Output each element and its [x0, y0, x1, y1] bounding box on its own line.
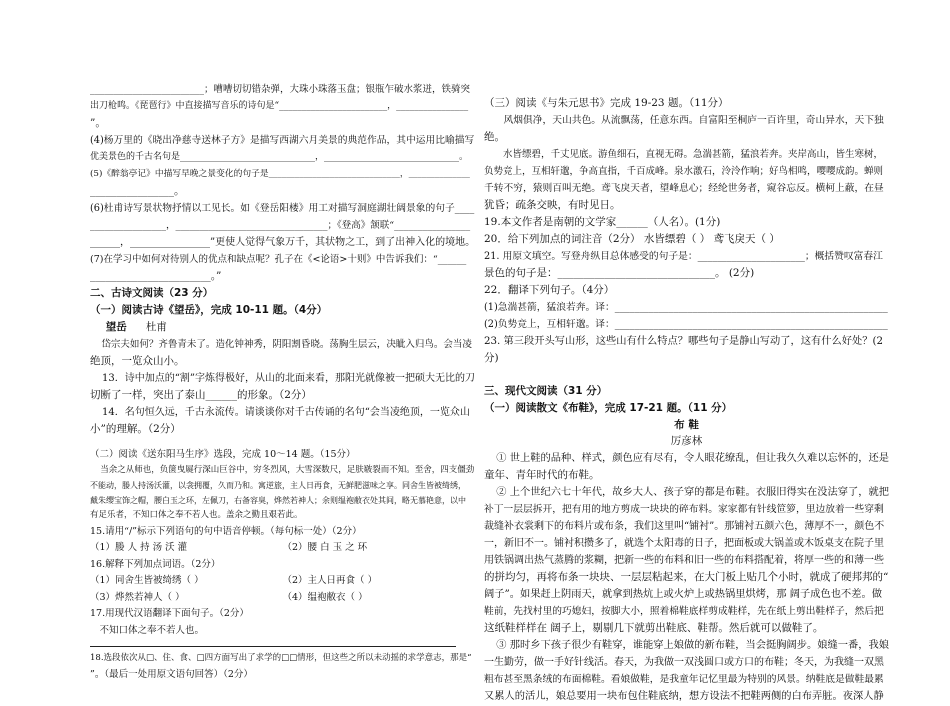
- option: （4）缊袍敝衣（ ）: [282, 591, 368, 603]
- answer-line: [90, 640, 456, 647]
- essay-author: 厉彦林: [670, 434, 703, 447]
- text-line: ________________，________________________________；《登高》颔联“________________: [90, 220, 471, 231]
- poem-line: 绝顶，一览众山小。: [90, 355, 185, 367]
- question-16-options: [90, 590, 475, 605]
- question-16: 16.解释下列加点词语。（2分）: [90, 558, 221, 570]
- essay-line: 的拼均匀，再将布条一块块、一层层粘起来，在大门板上贴几个小时，就成了硬邦邦的“: [484, 570, 889, 583]
- essay-line: 这纸鞋样样在 阔子上，剔剔几下就剪出鞋底、鞋帮。然后就可以做鞋了。: [484, 621, 824, 634]
- question-22: 22．翻译下列句子。（4分）: [484, 284, 615, 296]
- subsection-heading: （三）阅读《与朱元思书》完成 19-23 题。（11分）: [484, 97, 729, 109]
- text-line: 优美景色的千古名句是______________________________，______________________________。: [90, 152, 469, 162]
- section-heading: 二、古诗文阅读（23 分）: [90, 287, 214, 299]
- essay-title: 布 鞋: [674, 419, 699, 431]
- text-line: (4)杨万里的《晓出净慈寺送林子方》是描写西湖六月美景的典范作品，其中运用比喻描写: [90, 135, 475, 146]
- question-18: 18.选段依次从□、住、食、□四方面写出了求学的□□情形，但这些之所以未动摇的求学意志，那是“: [90, 652, 472, 663]
- question-23-cont: 分): [484, 352, 499, 364]
- question-21-cont: 景色的句子是：______________________________。 (2分): [484, 267, 755, 279]
- essay-line: ② 上个世纪六七十年代，故乡大人、孩子穿的都是布鞋。衣服旧得实在没法穿了，就把: [496, 485, 889, 498]
- option: （2）主人日再食（ ）: [282, 575, 378, 586]
- text-line: (5)《醉翁亭记》中描写早晚之景变化的句子是______________________________，______________: [90, 169, 470, 179]
- essay-line: 阔子”。如果赶上阴雨天，就拿到热炕上或火炉上或热锅里烘烤，那 阔子成色也不差。做: [484, 587, 883, 600]
- question-18-cont: ”。（最后一处用原文语句回答）（2分）: [90, 669, 253, 680]
- question-14: 14．名句恒久远，千古永流传。请谈谈你对千古传诵的名句“会当凌绝顶，一览众山: [102, 407, 470, 418]
- question-16-options: [90, 573, 475, 588]
- essay-line: 又累人的活儿，娘总要用一块布包住鞋底纳，想方设法不把鞋两侧的白布弄脏。夜深人静: [484, 689, 884, 702]
- text-line: 绝。: [484, 131, 505, 143]
- subsection-heading: （一）阅读散文《布鞋》，完成 17-21 题。（11 分）: [484, 402, 733, 414]
- option: （2）腰 白 玉 之 环: [282, 542, 368, 553]
- section-heading: 三、现代文阅读（31 分）: [484, 385, 608, 397]
- text-line: ________________。: [90, 185, 185, 197]
- question-14-cont: 小”的理解。（2分）: [90, 423, 181, 435]
- classical-text-line: 不能动，媵人持汤沃灌，以衾拥覆，久而乃和。寓逆旅，主人日再食，无鲜肥滋味之享。同舍生皆被绮绣，: [90, 480, 466, 490]
- poem-header: [90, 320, 475, 336]
- poem-title: 望岳: [105, 321, 127, 333]
- question-15-options: [90, 540, 475, 555]
- essay-line: 童年、青年时代的布鞋。: [484, 468, 600, 481]
- essay-line: ③ 那时乡下孩子很少有鞋穿，谁能穿上娘做的新布鞋，当会挺胸阔步。娘缝一番，我娘: [496, 638, 889, 651]
- text-line: (7)在学习中如何对待别人的优点和缺点呢？孔子在《<论语>十则》中告诉我们：“______: [90, 254, 467, 265]
- question-22-item: (1)急湍甚箭，猛浪若奔。译：________________________________________________________: [484, 302, 888, 313]
- classical-text-line: 戴朱缨宝饰之帽，腰白玉之环，左佩刀，右备容臭，烨然若神人；余则缊袍敝衣处其间，略无慕艳意，以中: [90, 495, 466, 505]
- option: （1）媵 人 持 汤 沃 灌: [90, 542, 188, 553]
- question-17-sentence: 不知口体之奉不若人也。: [99, 624, 205, 636]
- essay-line: 鞋前，先找村里的巧媳妇，按脚大小，照着棉鞋底样剪成鞋样，先在纸上剪出鞋样子，然后把: [484, 605, 884, 617]
- subsection-heading: （一）阅读古诗《望岳》，完成 10-11 题。（4分）: [90, 304, 328, 316]
- text-line: 水皆缥碧，千丈见底。游鱼细石，直视无碍。急湍甚箭，猛浪若奔。夹岸高山，皆生寒树，: [503, 149, 884, 160]
- text-line: ”。: [90, 117, 106, 129]
- classical-text-line: 当余之从师也，负箧曳屣行深山巨谷中，穷冬烈风，大雪深数尺，足肤皲裂而不知。至舍，四支僵劲: [100, 464, 475, 475]
- essay-line: 一生勤劳，做一手好针线活。春天，为我做一双浅圆口或方口的布鞋；冬天，为我缝一双黑: [484, 656, 884, 668]
- essay-line: 粗布甚至黑条绒的布面棉鞋。看娘做鞋，是我童年记忆里最为特别的风景。纳鞋底是做鞋最累: [484, 673, 884, 685]
- question-22-item: (2)负势竞上，互相轩邈。译：________________________________________________________: [484, 319, 888, 330]
- essay-line: 裁缝补衣裳剩下的布料片或布条，我们这里叫“铺衬”。那铺衬五颜六色，薄厚不一，颜色不: [484, 520, 885, 532]
- text-line: ______，________________”更使人觉得气象万千，其状物之工，到了出神入化的境地。: [90, 237, 475, 248]
- subsection-heading: （二）阅读《送东阳马生序》选段，完成 10～14 题。（15分）: [90, 449, 356, 460]
- question-20: 20．给下列加点的词注音（2分） 水皆缥碧（ ） 鸢飞戾天（ ）: [484, 233, 780, 245]
- essay-line: 补丁一层层拆开，把有用的地方剪成一块块的碎布料。家家都有针线笸箩，里边放着一些穿剩: [484, 503, 884, 515]
- text-line: 千转不穷，猿则百叫无绝。鸢飞戾天者，望峰息心；经纶世务者，窥谷忘反。横柯上蔽，在昼: [484, 183, 884, 194]
- essay-line: 一，新旧不一。铺衬积攒多了，就选个太阳毒的日子，把面板或大锅盖或木饭桌支在院子里: [484, 537, 884, 549]
- question-13-cont: 切断了一样，突出了泰山______的形象。（2分）: [90, 389, 312, 401]
- question-19: 19.本文作者是南朝的文学家______（人名）。(1分): [484, 216, 721, 228]
- text-line: 犹昏；疏条交映，有时见日。: [484, 199, 621, 211]
- option: （1）同舍生皆被绮绣（ ）: [90, 575, 204, 586]
- poem-line: 岱宗夫如何？齐鲁青未了。造化钟神秀，阴阳割昏晓。荡胸生层云，决眦入归鸟。会当凌: [101, 339, 472, 350]
- question-21: 21. 用原文填空。写登舟纵目总体感受的句子是：______________________；概括赞叹富春江: [484, 251, 883, 262]
- essay-line: 用铁锅调出热气蒸腾的浆糊，把新一些的布料和旧一些的布料搭配着，将厚一些的和薄一些: [484, 554, 884, 566]
- question-15: 15.请用“/”标示下列语句的句中语音停顿。（每句标一处）（2分）: [90, 525, 362, 537]
- option: （3）烨然若神人（ ）: [90, 591, 185, 603]
- classical-text-line: 有足乐者，不知口体之奉不若人也。盖余之勤且艰若此。: [90, 509, 303, 520]
- text-line: _______________________。”: [90, 270, 222, 282]
- right-column: [484, 96, 889, 706]
- text-line: (6)杜甫诗写景状物抒情以工见长。如《登岳阳楼》用工对描写洞庭湖壮阔景象的句子____: [90, 203, 475, 214]
- question-23: 23. 第三段开头写山形，这些山有什么特点？哪些句子是静山写动了，这有什么好处？(2: [484, 335, 884, 347]
- poem-author: 杜甫: [145, 321, 167, 333]
- question-13: 13．诗中加点的“割”字炼得极好，从山的北面来看，那阳光就像被一把硕大无比的刀: [102, 373, 475, 384]
- text-line: ________________________；嘈嘈切切错杂弹，大珠小珠落玉盘；银瓶乍破水浆迸，铁骑突: [90, 84, 471, 95]
- text-line: 负势竞上，互相轩邈，争高直指，千百成峰。泉水激石，泠泠作响；好鸟相鸣，嘤嘤成韵。蝉则: [484, 166, 884, 177]
- text-line: 风烟俱净，天山共色。从流飘荡，任意东西。自富阳至桐庐一百许里，奇山异水，天下独: [503, 115, 884, 126]
- question-17: 17.用现代汉语翻译下面句子。（2分）: [90, 608, 249, 619]
- left-column: [90, 82, 475, 684]
- text-line: 出刀枪鸣。《琵琶行》中直接描写音乐的诗句是“________________________，________________: [90, 101, 469, 111]
- essay-line: ① 世上鞋的品种、样式，颜色应有尽有，令人眼花缭乱，但让我久久难以忘怀的，还是: [496, 451, 889, 464]
